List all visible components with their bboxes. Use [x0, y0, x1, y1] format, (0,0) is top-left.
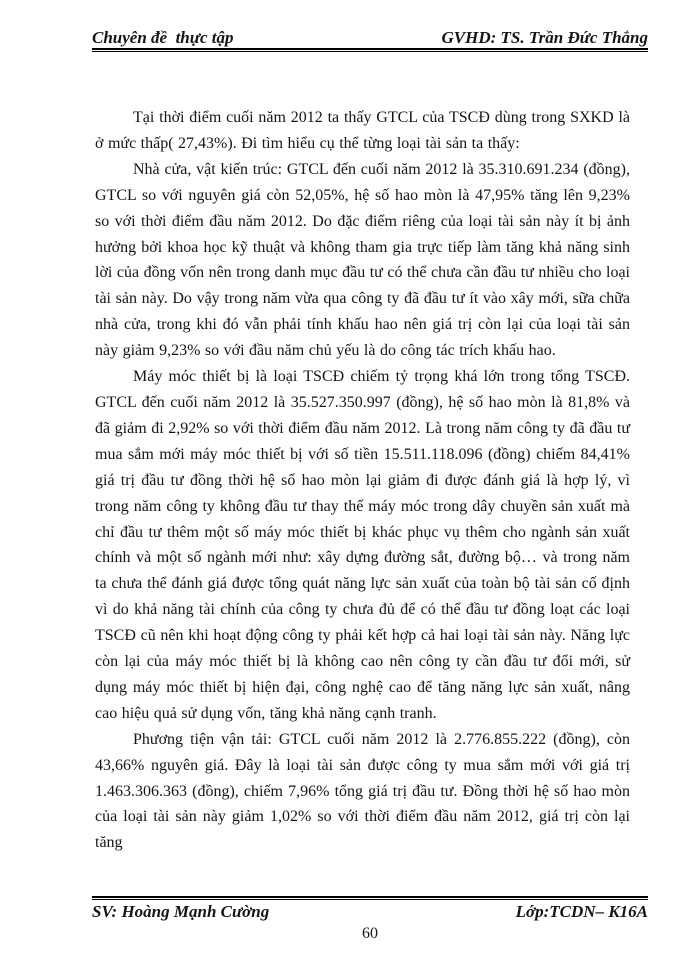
page-header — [92, 28, 648, 52]
paragraph: Tại thời điểm cuối năm 2012 ta thấy GTCL của TSCĐ dùng trong SXKD là ở mức thấp( 27,43%). Đi tìm hiểu cụ thể từng loại tài sản ta thấy: — [95, 109, 630, 152]
document-body — [95, 105, 630, 856]
header-left-title: Chuyên đề thực tập — [92, 28, 234, 47]
footer-divider-thick-line — [92, 896, 648, 898]
paragraph: Phương tiện vận tải: GTCL cuối năm 2012 là 2.776.855.222 (đồng), còn 43,66% nguyên giá. Đây là loại tài sản được công ty mua sắm mới với giá trị 1.463.306.363 (đồng), chiếm 7,96% tổng giá trị đầu tư. Đồng thời hệ số hao mòn của loại tài sản này giảm 1,02% so với thời điểm đầu năm 2012, giá trị còn lại tăng — [95, 730, 630, 852]
paragraph: Máy móc thiết bị là loại TSCĐ chiếm tỷ trọng khá lớn trong tổng TSCĐ. GTCL đến cuối năm 2012 là 35.527.350.997 (đồng), hệ số hao mòn là 81,8% và đã giảm đi 2,92% so với thời điểm đầu năm 2012. Là trong năm công ty đã đầu tư mua sắm mới máy móc thiết bị với số tiền 15.511.118.096 (đồng) chiếm 84,41% giá trị đầu tư đồng thời hệ số hao mòn lại giảm đi được đánh giá là hợp lý, vì trong năm công ty không đầu tư thay thế máy móc trong dây chuyền sản xuất mà chỉ đầu tư thêm một số máy móc thiết bị khác phục vụ thêm cho ngành sản xuất chính và một số ngành mới như: xây dựng đường sắt, đường bộ… và trong năm ta chưa thể đánh giá được tổng quát năng lực sản xuất của toàn bộ tài sản cố định vì do khả năng tài chính của công ty chưa đủ để có thể đầu tư đồng loạt các loại TSCĐ cũ nên khi hoạt động công ty phải kết hợp cả hai loại tài sản này. Năng lực còn lại của máy móc thiết bị là không cao nên công ty cần đầu tư đổi mới, sử dụng máy móc thiết bị hiện đại, công nghệ cao để tăng năng lực sản xuất, nâng cao hiệu quả sử dụng vốn, tăng khả năng cạnh tranh. — [95, 368, 630, 722]
footer-student-name: SV: Hoàng Mạnh Cường — [92, 902, 270, 921]
paragraph: Nhà cửa, vật kiến trúc: GTCL đến cuối năm 2012 là 35.310.691.234 (đồng), GTCL so với nguyên giá còn 52,05%, hệ số hao mòn là 47,95% tăng lên 9,23% so với thời điểm đầu năm 2012. Do đặc điểm riêng của loại tài sản này ít bị ảnh hưởng bởi khoa học kỹ thuật và không tham gia trực tiếp làm tăng khả năng sinh lời của đồng vốn nên trong danh mục đầu tư có thể chưa cần đầu tư nhiều cho loại tài sản này. Do vậy trong năm vừa qua công ty đã đầu tư ít vào xây mới, sữa chữa nhà cửa, trong khi đó vẫn phải tính khấu hao nên giá trị còn lại của loại tài sản này giảm 9,23% so với đầu năm chủ yếu là do công tác trích khấu hao. — [95, 160, 630, 360]
footer-class-label: Lớp:TCDN– K16A — [515, 902, 648, 921]
header-divider — [92, 48, 648, 52]
header-divider-thin-line — [92, 51, 648, 52]
page-footer — [92, 895, 648, 943]
header-divider-thick-line — [92, 48, 648, 50]
footer-divider-thin-line — [92, 899, 648, 900]
page-number: 60 — [362, 925, 378, 942]
footer-divider — [92, 896, 648, 900]
header-right-title: GVHD: TS. Trần Đức Thắng — [441, 28, 648, 47]
